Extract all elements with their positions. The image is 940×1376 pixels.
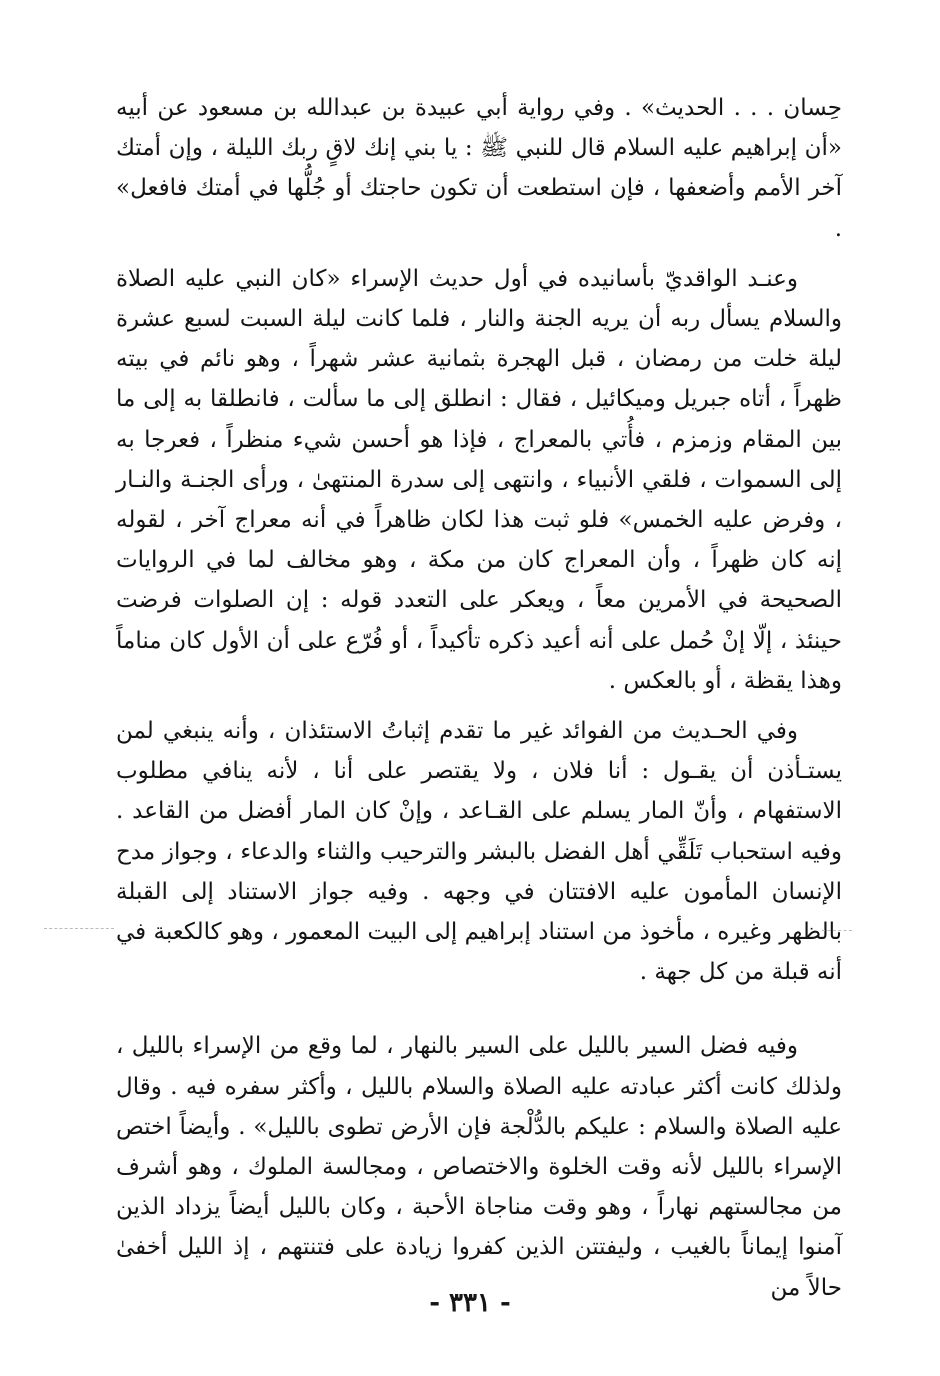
- scan-artifact-line: [822, 930, 852, 932]
- body-text: [116, 88, 842, 1308]
- page-number: - ٣٣١ -: [429, 1288, 511, 1318]
- paragraph-gap: [116, 249, 842, 259]
- paragraph-gap: [116, 701, 842, 711]
- paragraph-4: وفيه فضل السير بالليل على السير بالنهار ، لما وقع من الإسراء بالليل ، ولذلك كانت أكثر عبادته عليه الصلاة والسلام بالليل ، وأكثر سفره فيه . وقال عليه الصلاة والسلام : عليكم بالدُّلْجة فإن الأرض تطوى بالليل» . وأيضاً اختص الإسراء بالليل لأنه وقت الخلوة والاختصاص ، ومجالسة الملوك ، وهو أشرف من مجالستهم نهاراً ، وهو وقت مناجاة الأحبة ، وكان بالليل أيضاً يزداد الذين آمنوا إيماناً بالغيب ، وليفتتن الذين كفروا زيادة على فتنتهم ، إذ الليل أخفىٰ حالاً من: [116, 1033, 842, 1301]
- paragraph-3: وفي الحـديث من الفوائد غير ما تقدم إثباتُ الاستئذان ، وأنه ينبغي لمن يستـأذن أن يقـول : أنا فلان ، ولا يقتصر على أنا ، لأنه ينافي مطلوب الاستفهام ، وأنّ المار يسلم على القـاعد ، وإنْ كان المار أفضل من القاعد . وفيه استحباب تَلَقِّي أهل الفضل بالبشر والترحيب والثناء والدعاء ، وجواز مدح الإنسان المأمون عليه الافتتان في وجهه . وفيه جواز الاستناد إلى القبلة بالظهر وغيره ، مأخوذ من استناد إبراهيم إلى البيت المعمور ، وهو كالكعبة في أنه قبلة من كل جهة .: [116, 718, 842, 986]
- paragraph-1: حِسان . . . الحديث» . وفي رواية أبي عبيدة بن عبدالله بن مسعود عن أبيه «أن إبراهيم عليه السلام قال للنبي ﷺ : يا بني إنك لاقٍ ربك الليلة ، وإن أمتك آخر الأمم وأضعفها ، فإن استطعت أن تكون حاجتك أو جُلُّها في أمتك فافعل» .: [116, 95, 843, 242]
- paragraph-2: وعنـد الواقديّ بأسانيده في أول حديث الإسراء «كان النبي عليه الصلاة والسلام يسأل ربه أن يريه الجنة والنار ، فلما كانت ليلة السبت لسبع عشرة ليلة خلت من رمضان ، قبل الهجرة بثمانية عشر شهراً ، وهو نائم في بيته ظهراً ، أتاه جبريل وميكائيل ، فقال : انطلق إلى ما سألت ، فانطلقا به إلى ما بين المقام وزمزم ، فأُتي بالمعراج ، فإذا هو أحسن شيء منظراً ، فعرجا به إلى السموات ، فلقي الأنبياء ، وانتهى إلى سدرة المنتهىٰ ، ورأى الجنـة والنـار ، وفرض عليه الخمس» فلو ثبت هذا لكان ظاهراً في أنه معراج آخر ، لقوله إنه كان ظهراً ، وأن المعراج كان من مكة ، وهو مخالف لما في الروايات الصحيحة في الأمرين معاً ، ويعكر على التعدد قوله : إن الصلوات فرضت حينئذ ، إلّا إنْ حُمل على أنه أعيد ذكره تأكيداً ، أو فُرّع على أن الأول كان مناماً وهذا يقظة ، أو بالعكس .: [116, 265, 842, 694]
- section-gap: [116, 992, 842, 1026]
- scan-artifact-line: [44, 928, 114, 930]
